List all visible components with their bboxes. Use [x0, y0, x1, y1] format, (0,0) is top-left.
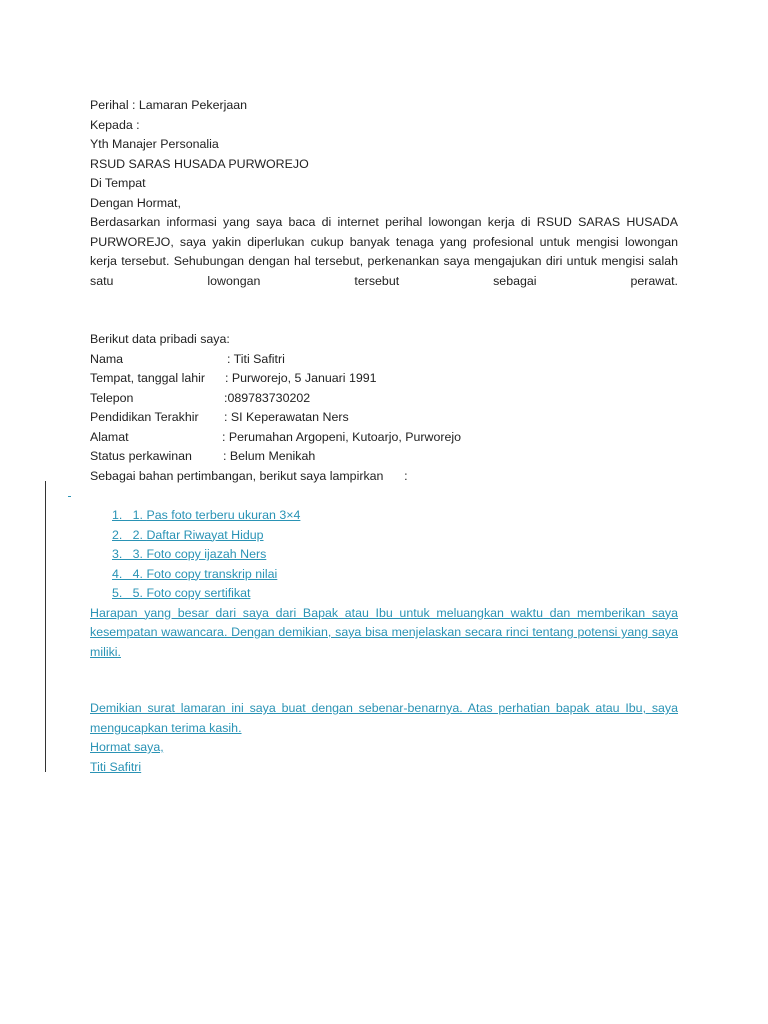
margin-mark	[68, 496, 71, 497]
list-number: 4. 4.	[112, 566, 143, 581]
intro-paragraph: Berdasarkan informasi yang saya baca di internet perihal lowongan kerja di RSUD SARAS HUSADA PURWOREJO, saya yakin diperlukan cukup banyak tenaga yang profesional untuk mengisi lowongan kerja tersebut. Sehubungan dengan hal tersebut, perkenankan saya mengajukan diri untuk mengisi salah satu lowongan tersebut sebagai perawat.	[90, 215, 678, 288]
greeting-line: Dengan Hormat,	[90, 195, 181, 210]
field-label: Nama	[90, 351, 124, 366]
list-text: Foto copy transkrip nilai	[146, 566, 278, 581]
list-item	[90, 506, 678, 526]
field-label: Pendidikan Terakhir	[90, 410, 199, 424]
list-text: Daftar Riwayat Hidup	[146, 527, 264, 542]
data-pribadi-heading: Berikut data pribadi saya:	[90, 332, 230, 346]
kepada-line: Kepada :	[90, 117, 140, 132]
field-value: : Purworejo, 5 Januari 1991	[225, 371, 377, 385]
list-item	[90, 526, 678, 546]
field-row-ttl	[90, 369, 678, 389]
field-value: :089783730202	[224, 390, 311, 405]
field-label: Telepon	[90, 390, 134, 405]
hormat-line: Hormat saya,	[90, 740, 164, 754]
list-number: 5. 5.	[112, 586, 143, 600]
list-text: Foto copy ijazah Ners	[146, 547, 267, 561]
field-row-alamat	[90, 428, 678, 448]
recipient-line: Yth Manajer Personalia	[90, 137, 219, 151]
margin-change-bar	[45, 481, 46, 772]
field-label: Tempat, tanggal lahir	[90, 371, 206, 385]
perihal-line: Perihal : Lamaran Pekerjaan	[90, 98, 248, 112]
institution-line: RSUD SARAS HUSADA PURWOREJO	[90, 156, 309, 171]
list-item	[90, 545, 678, 565]
letter-body	[90, 96, 678, 777]
field-row-pendidikan	[90, 408, 678, 428]
field-value: : SI Keperawatan Ners	[224, 410, 349, 424]
harapan-paragraph: Harapan yang besar dari saya dari Bapak atau Ibu untuk meluangkan waktu dan memberikan saya kesempatan wawancara. Dengan demikian, saya bisa menjelaskan secara rinci tentang potensi yang saya miliki.	[90, 605, 678, 659]
field-row-nama	[90, 350, 678, 370]
lampiran-list	[90, 506, 678, 604]
field-value: : Perumahan Argopeni, Kutoarjo, Purworejo	[222, 429, 462, 444]
closing-paragraph: Demikian surat lamaran ini saya buat dengan sebenar-benarnya. Atas perhatian bapak atau Ibu, saya mengucapkan terima kasih.	[90, 701, 678, 735]
list-number: 2. 2.	[112, 527, 143, 542]
field-value: : Belum Menikah	[223, 449, 316, 463]
signature-name: Titi Safitri	[90, 759, 142, 774]
list-number: 3. 3.	[112, 547, 143, 561]
list-text: Pas foto terberu ukuran 3×4	[146, 508, 301, 522]
list-text: Foto copy sertifikat	[146, 586, 251, 600]
list-number: 1. 1.	[112, 508, 143, 522]
field-value: : Titi Safitri	[227, 351, 285, 366]
field-row-telepon	[90, 389, 678, 409]
field-label: Status perkawinan	[90, 449, 192, 463]
field-label: Alamat	[90, 429, 129, 444]
lampiran-intro: Sebagai bahan pertimbangan, berikut saya lampirkan :	[90, 468, 408, 483]
place-line: Di Tempat	[90, 176, 146, 190]
field-row-status	[90, 447, 678, 467]
list-item	[90, 565, 678, 585]
list-item	[90, 584, 678, 604]
